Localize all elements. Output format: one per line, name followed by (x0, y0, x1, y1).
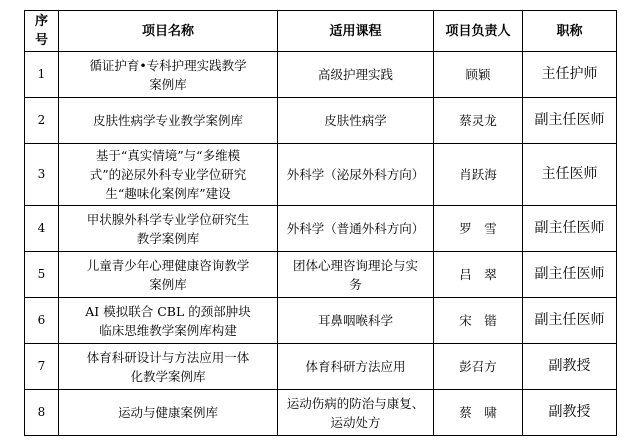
cell-leader: 蔡 啸 (434, 390, 523, 436)
cell-leader: 顾颖 (434, 52, 523, 98)
cell-title: 主任护师 (523, 52, 617, 98)
cell-index: 8 (25, 390, 59, 436)
header-row (25, 11, 617, 52)
cell-course: 高级护理实践 (278, 52, 434, 98)
cell-title: 主任医师 (523, 144, 617, 206)
cell-leader: 罗 雪 (434, 206, 523, 252)
table-row (25, 344, 617, 390)
cell-course: 体育科研方法应用 (278, 344, 434, 390)
cell-leader: 吕 翠 (434, 252, 523, 298)
cell-project-name: 儿童青少年心理健康咨询教学 案例库 (59, 252, 278, 298)
cell-course: 皮肤性病学 (278, 98, 434, 144)
table-row (25, 298, 617, 344)
header-title: 职称 (523, 11, 617, 52)
table-row (25, 98, 617, 144)
cell-course: 团体心理咨询理论与实 务 (278, 252, 434, 298)
cell-project-name: 体育科研设计与方法应用一体 化教学案例库 (59, 344, 278, 390)
table-header (25, 11, 617, 52)
table-row (25, 252, 617, 298)
project-table (24, 10, 617, 436)
table-row (25, 144, 617, 206)
cell-title: 副教授 (523, 390, 617, 436)
cell-index: 6 (25, 298, 59, 344)
header-project-name: 项目名称 (59, 11, 278, 52)
cell-index: 7 (25, 344, 59, 390)
table-row (25, 52, 617, 98)
header-leader: 项目负责人 (434, 11, 523, 52)
header-index: 序号 (25, 11, 59, 52)
cell-index: 4 (25, 206, 59, 252)
cell-index: 2 (25, 98, 59, 144)
cell-project-name: 皮肤性病学专业教学案例库 (59, 98, 278, 144)
cell-index: 5 (25, 252, 59, 298)
cell-leader: 彭召方 (434, 344, 523, 390)
cell-project-name: 循证护育•专科护理实践教学 案例库 (59, 52, 278, 98)
cell-title: 副主任医师 (523, 252, 617, 298)
cell-leader: 蔡灵龙 (434, 98, 523, 144)
cell-title: 副教授 (523, 344, 617, 390)
cell-project-name: 甲状腺外科学专业学位研究生 教学案例库 (59, 206, 278, 252)
cell-leader: 肖跃海 (434, 144, 523, 206)
cell-index: 1 (25, 52, 59, 98)
cell-project-name: 基于“真实情境”与“多维模 式”的泌尿外科专业学位研究 生“趣味化案例库”建设 (59, 144, 278, 206)
table-row (25, 206, 617, 252)
cell-project-name: AI 模拟联合 CBL 的颈部肿块 临床思维教学案例库构建 (59, 298, 278, 344)
cell-index: 3 (25, 144, 59, 206)
cell-leader: 宋 锴 (434, 298, 523, 344)
cell-course: 耳鼻咽喉科学 (278, 298, 434, 344)
cell-course: 外科学（普通外科方向） (278, 206, 434, 252)
table-row (25, 390, 617, 436)
cell-course: 外科学（泌尿外科方向） (278, 144, 434, 206)
cell-title: 副主任医师 (523, 98, 617, 144)
cell-title: 副主任医师 (523, 206, 617, 252)
cell-project-name: 运动与健康案例库 (59, 390, 278, 436)
cell-title: 副主任医师 (523, 298, 617, 344)
cell-course: 运动伤病的防治与康复、 运动处方 (278, 390, 434, 436)
table-body (25, 52, 617, 436)
header-course: 适用课程 (278, 11, 434, 52)
